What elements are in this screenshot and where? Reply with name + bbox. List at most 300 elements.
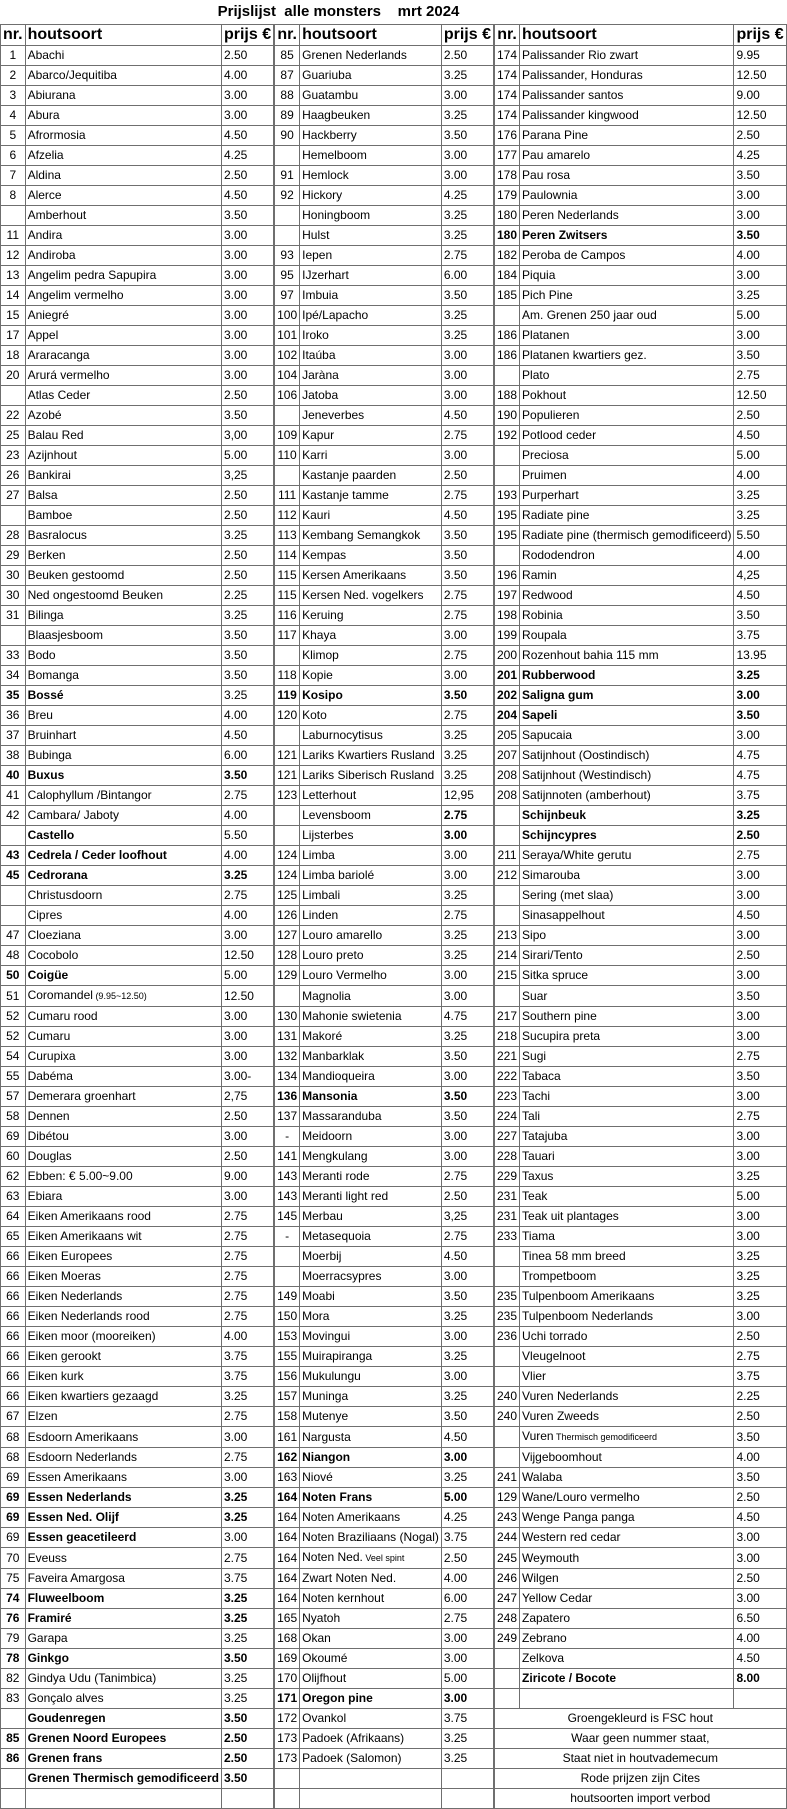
wood-name-cell: Makoré xyxy=(300,1027,442,1047)
table-row xyxy=(1,1709,787,1729)
legend-note: Staat niet in houtvademecum xyxy=(495,1749,787,1769)
price-cell: 3.50 xyxy=(734,706,786,726)
nr-cell: 1 xyxy=(1,46,26,66)
nr-cell: 7 xyxy=(1,166,26,186)
nr-cell: 190 xyxy=(495,406,520,426)
legend-note: Rode prijzen zijn Cites xyxy=(495,1769,787,1789)
price-cell: 2.50 xyxy=(221,1147,273,1167)
price-cell: 2.75 xyxy=(734,366,786,386)
wood-name-cell: Pau rosa xyxy=(520,166,734,186)
nr-cell: 158 xyxy=(275,1407,300,1427)
table-row xyxy=(1,906,787,926)
nr-cell xyxy=(275,726,300,746)
wood-name-cell: Essen Amerikaans xyxy=(25,1468,221,1488)
nr-cell: 23 xyxy=(1,446,26,466)
nr-cell: 29 xyxy=(1,546,26,566)
price-cell: 3.00 xyxy=(441,386,493,406)
nr-cell: 115 xyxy=(275,566,300,586)
price-cell: 3.25 xyxy=(221,1387,273,1407)
wood-name-cell: Seraya/White gerutu xyxy=(520,846,734,866)
wood-name-cell: Afzelia xyxy=(25,146,221,166)
nr-cell: 170 xyxy=(275,1669,300,1689)
nr-cell: 37 xyxy=(1,726,26,746)
table-row xyxy=(1,1407,787,1427)
price-cell: 2.50 xyxy=(221,166,273,186)
price-cell: 12.50 xyxy=(221,946,273,966)
nr-cell: 12 xyxy=(1,246,26,266)
table-row xyxy=(1,726,787,746)
wood-name-cell: Populieren xyxy=(520,406,734,426)
wood-name-cell: Aldina xyxy=(25,166,221,186)
nr-cell xyxy=(1,206,26,226)
nr-cell: 69 xyxy=(1,1468,26,1488)
wood-name-cell: Southern pine xyxy=(520,1007,734,1027)
wood-name-cell: Moabi xyxy=(300,1287,442,1307)
nr-cell: 164 xyxy=(275,1528,300,1548)
nr-cell xyxy=(1,506,26,526)
nr-cell: 188 xyxy=(495,386,520,406)
wood-name-cell: Breu xyxy=(25,706,221,726)
nr-cell: 54 xyxy=(1,1047,26,1067)
table-row xyxy=(1,1227,787,1247)
price-cell: 4.50 xyxy=(441,1427,493,1448)
wood-name-cell: Limba bariolé xyxy=(300,866,442,886)
nr-cell: 208 xyxy=(495,786,520,806)
nr-cell: 195 xyxy=(495,526,520,546)
price-cell: 3.25 xyxy=(734,1167,786,1187)
wood-name-cell: Redwood xyxy=(520,586,734,606)
wood-name-cell: Trompetboom xyxy=(520,1267,734,1287)
price-cell: 3,25 xyxy=(441,1207,493,1227)
wood-name-cell: Kosipo xyxy=(300,686,442,706)
wood-name-cell: Cambara/ Jaboty xyxy=(25,806,221,826)
table-row xyxy=(1,1609,787,1629)
nr-cell: 69 xyxy=(1,1528,26,1548)
price-cell: 2.75 xyxy=(441,1609,493,1629)
price-cell: 2.75 xyxy=(441,246,493,266)
price-cell: 4.50 xyxy=(734,1508,786,1528)
nr-cell: 137 xyxy=(275,1107,300,1127)
price-cell: 4.25 xyxy=(441,186,493,206)
price-cell: 3.75 xyxy=(221,1367,273,1387)
nr-cell: 171 xyxy=(275,1689,300,1709)
nr-cell: 180 xyxy=(495,206,520,226)
nr-cell: 240 xyxy=(495,1387,520,1407)
table-row xyxy=(1,1789,787,1809)
table-row xyxy=(1,1649,787,1669)
wood-name-cell: Jeneverbes xyxy=(300,406,442,426)
nr-cell: 240 xyxy=(495,1407,520,1427)
wood-name-cell: Eiken Moeras xyxy=(25,1267,221,1287)
price-cell: 3.50 xyxy=(441,1407,493,1427)
price-cell: 3.50 xyxy=(221,406,273,426)
price-cell: 2.75 xyxy=(221,1407,273,1427)
nr-cell: 109 xyxy=(275,426,300,446)
nr-cell: 11 xyxy=(1,226,26,246)
nr-cell: 231 xyxy=(495,1187,520,1207)
price-cell: 3.25 xyxy=(441,106,493,126)
nr-cell: 100 xyxy=(275,306,300,326)
price-cell: 3.00 xyxy=(221,1027,273,1047)
price-cell: 3.00 xyxy=(734,206,786,226)
wood-name-cell: Bamboe xyxy=(25,506,221,526)
nr-cell: 224 xyxy=(495,1107,520,1127)
wood-name-cell: Noten kernhout xyxy=(300,1589,442,1609)
table-row xyxy=(1,1047,787,1067)
nr-cell: 156 xyxy=(275,1367,300,1387)
wood-name-cell: Schijnbeuk xyxy=(520,806,734,826)
price-cell: 3.50 xyxy=(441,286,493,306)
price-cell: 3.00 xyxy=(221,1127,273,1147)
price-cell: 3.25 xyxy=(734,506,786,526)
nr-cell: 66 xyxy=(1,1327,26,1347)
table-row xyxy=(1,706,787,726)
wood-name-cell: Iepen xyxy=(300,246,442,266)
wood-name-cell: Peren Nederlands xyxy=(520,206,734,226)
wood-name-cell: IJzerhart xyxy=(300,266,442,286)
table-row xyxy=(1,1127,787,1147)
table-row xyxy=(1,1508,787,1528)
nr-cell: 165 xyxy=(275,1609,300,1629)
nr-cell xyxy=(495,446,520,466)
price-cell: 2.75 xyxy=(441,1227,493,1247)
nr-cell: 18 xyxy=(1,346,26,366)
price-cell: 2.50 xyxy=(734,1569,786,1589)
nr-cell: 68 xyxy=(1,1427,26,1448)
table-row xyxy=(1,1629,787,1649)
nr-cell: 178 xyxy=(495,166,520,186)
wood-name-cell: Alerce xyxy=(25,186,221,206)
table-row xyxy=(1,1027,787,1047)
price-cell: 3.25 xyxy=(441,1347,493,1367)
wood-name-cell: Imbuia xyxy=(300,286,442,306)
wood-name-cell: Piquia xyxy=(520,266,734,286)
nr-cell: - xyxy=(275,1127,300,1147)
nr-cell: 69 xyxy=(1,1127,26,1147)
wood-name-cell: Oregon pine xyxy=(300,1689,442,1709)
nr-cell xyxy=(495,986,520,1007)
header-houtsoort: houtsoort xyxy=(300,25,442,46)
nr-cell: 143 xyxy=(275,1187,300,1207)
wood-name-cell: Beuken gestoomd xyxy=(25,566,221,586)
price-cell: 3.50 xyxy=(221,1649,273,1669)
price-cell: 3.50 xyxy=(221,1709,273,1729)
wood-name-cell: Ned ongestoomd Beuken xyxy=(25,586,221,606)
nr-cell xyxy=(275,826,300,846)
nr-cell: 246 xyxy=(495,1569,520,1589)
price-cell: 3.00 xyxy=(221,366,273,386)
nr-cell: 169 xyxy=(275,1649,300,1669)
price-cell: 3.00 xyxy=(441,986,493,1007)
nr-cell: 164 xyxy=(275,1548,300,1569)
nr-cell: 66 xyxy=(1,1347,26,1367)
wood-name-cell: Levensboom xyxy=(300,806,442,826)
wood-name-cell: Tatajuba xyxy=(520,1127,734,1147)
price-cell: 3.75 xyxy=(734,1367,786,1387)
wood-name-cell: Letterhout xyxy=(300,786,442,806)
price-cell: 3.25 xyxy=(221,1689,273,1709)
wood-name-cell: Merbau xyxy=(300,1207,442,1227)
nr-cell: 236 xyxy=(495,1327,520,1347)
price-cell: 3.25 xyxy=(221,1669,273,1689)
price-cell: 4.50 xyxy=(441,406,493,426)
price-cell xyxy=(441,1789,493,1809)
wood-name-cell: Niové xyxy=(300,1468,442,1488)
price-cell: 3.50 xyxy=(221,626,273,646)
table-row xyxy=(1,1187,787,1207)
nr-cell xyxy=(1,386,26,406)
table-row xyxy=(1,66,787,86)
wood-name-cell: Khaya xyxy=(300,626,442,646)
nr-cell: 248 xyxy=(495,1609,520,1629)
wood-name-cell: Essen geacetileerd xyxy=(25,1528,221,1548)
price-cell: 3.00 xyxy=(221,86,273,106)
wood-name-cell: Abura xyxy=(25,106,221,126)
nr-cell: 2 xyxy=(1,66,26,86)
wood-name-cell: Hemlock xyxy=(300,166,442,186)
price-cell: 2.50 xyxy=(221,546,273,566)
nr-cell: 132 xyxy=(275,1047,300,1067)
nr-cell: 76 xyxy=(1,1609,26,1629)
price-cell: 3.00 xyxy=(441,1448,493,1468)
price-cell: 5.00 xyxy=(734,306,786,326)
price-cell: 2.50 xyxy=(221,506,273,526)
nr-cell: 101 xyxy=(275,326,300,346)
wood-name-cell: Hemelboom xyxy=(300,146,442,166)
nr-cell: 157 xyxy=(275,1387,300,1407)
price-cell: 5.00 xyxy=(221,446,273,466)
price-cell: 3.25 xyxy=(441,746,493,766)
price-cell: 2.50 xyxy=(221,486,273,506)
price-cell: 3.50 xyxy=(734,166,786,186)
wood-name-cell: Muirapiranga xyxy=(300,1347,442,1367)
wood-name-cell: Andiroba xyxy=(25,246,221,266)
nr-cell: 173 xyxy=(275,1749,300,1769)
table-row xyxy=(1,1589,787,1609)
price-cell: 8.00 xyxy=(734,1669,786,1689)
price-cell: 2.75 xyxy=(221,886,273,906)
wood-name-cell: Cedrorana xyxy=(25,866,221,886)
name-note: Veel spint xyxy=(362,1553,405,1563)
nr-cell: 164 xyxy=(275,1569,300,1589)
header-houtsoort: houtsoort xyxy=(25,25,221,46)
price-cell xyxy=(221,1789,273,1809)
wood-name-cell: Tulpenboom Nederlands xyxy=(520,1307,734,1327)
nr-cell: 28 xyxy=(1,526,26,546)
price-cell: 4.50 xyxy=(221,186,273,206)
nr-cell: 130 xyxy=(275,1007,300,1027)
nr-cell: 228 xyxy=(495,1147,520,1167)
wood-name-cell: Kauri xyxy=(300,506,442,526)
table-row xyxy=(1,966,787,986)
nr-cell: 208 xyxy=(495,766,520,786)
price-cell: 5.00 xyxy=(734,446,786,466)
wood-name-cell: Okan xyxy=(300,1629,442,1649)
wood-name-cell: Radiate pine xyxy=(520,506,734,526)
nr-cell: 57 xyxy=(1,1087,26,1107)
price-cell: 12.50 xyxy=(734,106,786,126)
wood-name-cell: Nargusta xyxy=(300,1427,442,1448)
wood-name-cell: Kastanje paarden xyxy=(300,466,442,486)
nr-cell xyxy=(1,1769,26,1789)
wood-name-cell: Olijfhout xyxy=(300,1669,442,1689)
wood-name-cell: Potlood ceder xyxy=(520,426,734,446)
nr-cell: 3 xyxy=(1,86,26,106)
nr-cell: 50 xyxy=(1,966,26,986)
price-cell: 5.00 xyxy=(221,966,273,986)
nr-cell: 4 xyxy=(1,106,26,126)
wood-name-cell: Padoek (Salomon) xyxy=(300,1749,442,1769)
wood-name-cell: Parana Pine xyxy=(520,126,734,146)
table-row xyxy=(1,186,787,206)
wood-name-cell: Cumaru xyxy=(25,1027,221,1047)
wood-name-cell: Zwart Noten Ned. xyxy=(300,1569,442,1589)
nr-cell: 172 xyxy=(275,1709,300,1729)
header-prijs: prijs € xyxy=(734,25,786,46)
wood-name-cell: Weymouth xyxy=(520,1548,734,1569)
table-row xyxy=(1,226,787,246)
table-row xyxy=(1,1669,787,1689)
wood-name-cell: Muninga xyxy=(300,1387,442,1407)
price-cell: 3.25 xyxy=(441,306,493,326)
table-row xyxy=(1,286,787,306)
wood-name-cell: Amberhout xyxy=(25,206,221,226)
price-cell: 3.75 xyxy=(734,786,786,806)
wood-name-cell: Tinea 58 mm breed xyxy=(520,1247,734,1267)
price-cell: 3.50 xyxy=(221,1769,273,1789)
price-cell: 3.25 xyxy=(221,1488,273,1508)
wood-name-cell: Coromandel (9.95~12.50) xyxy=(25,986,221,1007)
table-row xyxy=(1,1367,787,1387)
nr-cell: 112 xyxy=(275,506,300,526)
nr-cell: 141 xyxy=(275,1147,300,1167)
wood-name-cell: Mahonie swietenia xyxy=(300,1007,442,1027)
nr-cell: 217 xyxy=(495,1007,520,1027)
wood-name-cell: Palissander, Honduras xyxy=(520,66,734,86)
wood-name-cell: Sirari/Tento xyxy=(520,946,734,966)
price-cell: 2.75 xyxy=(221,1287,273,1307)
wood-name-cell: Nyatoh xyxy=(300,1609,442,1629)
nr-cell: 197 xyxy=(495,586,520,606)
wood-name-cell: Balsa xyxy=(25,486,221,506)
wood-name-cell: Jatoba xyxy=(300,386,442,406)
nr-cell: 87 xyxy=(275,66,300,86)
nr-cell xyxy=(495,806,520,826)
table-row xyxy=(1,666,787,686)
price-cell: 3.00 xyxy=(441,1689,493,1709)
nr-cell: 66 xyxy=(1,1367,26,1387)
nr-cell: 193 xyxy=(495,486,520,506)
wood-name-cell: Eiken moor (mooreiken) xyxy=(25,1327,221,1347)
wood-name-cell: Massaranduba xyxy=(300,1107,442,1127)
nr-cell: 30 xyxy=(1,566,26,586)
wood-name-cell: Kempas xyxy=(300,546,442,566)
price-cell: 3.00 xyxy=(441,846,493,866)
nr-cell xyxy=(495,1347,520,1367)
price-cell: 3.25 xyxy=(221,526,273,546)
table-row xyxy=(1,326,787,346)
wood-name-cell: Balau Red xyxy=(25,426,221,446)
nr-cell: 60 xyxy=(1,1147,26,1167)
price-cell: 3.00 xyxy=(221,266,273,286)
wood-name-cell: Lariks Kwartiers Rusland xyxy=(300,746,442,766)
price-cell: 3.00 xyxy=(734,1027,786,1047)
nr-cell: 66 xyxy=(1,1287,26,1307)
nr-cell: 69 xyxy=(1,1508,26,1528)
price-cell: 3.00 xyxy=(734,1007,786,1027)
wood-name-cell: Ziricote / Bocote xyxy=(520,1669,734,1689)
price-cell: 3.00 xyxy=(221,1007,273,1027)
wood-name-cell: Eiken Amerikaans rood xyxy=(25,1207,221,1227)
price-cell: 4.50 xyxy=(734,1649,786,1669)
table-row xyxy=(1,826,787,846)
nr-cell: 174 xyxy=(495,106,520,126)
nr-cell: 179 xyxy=(495,186,520,206)
price-cell: 4.00 xyxy=(221,806,273,826)
nr-cell: 235 xyxy=(495,1307,520,1327)
table-row xyxy=(1,346,787,366)
price-cell: 2.50 xyxy=(441,1187,493,1207)
price-cell: 4.00 xyxy=(221,706,273,726)
wood-name-cell: Lariks Siberisch Rusland xyxy=(300,766,442,786)
nr-cell xyxy=(1,1709,26,1729)
wood-name-cell: Roupala xyxy=(520,626,734,646)
nr-cell: 211 xyxy=(495,846,520,866)
price-cell: 3.00 xyxy=(221,286,273,306)
nr-cell: 17 xyxy=(1,326,26,346)
wood-name-cell: Palissander kingwood xyxy=(520,106,734,126)
wood-name-cell: Curupixa xyxy=(25,1047,221,1067)
wood-name-cell: Louro Vermelho xyxy=(300,966,442,986)
wood-name-cell: Movingui xyxy=(300,1327,442,1347)
wood-name-cell: Abachi xyxy=(25,46,221,66)
price-cell: 5.50 xyxy=(221,826,273,846)
wood-name-cell: Karri xyxy=(300,446,442,466)
wood-name-cell: Goudenregen xyxy=(25,1709,221,1729)
wood-name-cell: Abarco/Jequitiba xyxy=(25,66,221,86)
wood-name-cell: Garapa xyxy=(25,1629,221,1649)
price-cell: 2.75 xyxy=(441,646,493,666)
price-cell: 5.00 xyxy=(734,1187,786,1207)
price-cell: 3.00 xyxy=(734,1147,786,1167)
price-cell: 3.50 xyxy=(221,206,273,226)
wood-name-cell: Klimop xyxy=(300,646,442,666)
wood-name-cell: Radiate pine (thermisch gemodificeerd) xyxy=(520,526,734,546)
nr-cell: 118 xyxy=(275,666,300,686)
wood-name-cell: Mandioqueira xyxy=(300,1067,442,1087)
wood-name-cell: Satijnhout (Westindisch) xyxy=(520,766,734,786)
price-cell: 2.50 xyxy=(441,46,493,66)
nr-cell: 14 xyxy=(1,286,26,306)
nr-cell: 115 xyxy=(275,586,300,606)
wood-name-cell: Moerbij xyxy=(300,1247,442,1267)
table-row xyxy=(1,46,787,66)
wood-name-cell: Noten Braziliaans (Nogal) xyxy=(300,1528,442,1548)
nr-cell: - xyxy=(275,1227,300,1247)
price-cell: 2.50 xyxy=(221,566,273,586)
nr-cell: 149 xyxy=(275,1287,300,1307)
table-row xyxy=(1,1107,787,1127)
nr-cell: 43 xyxy=(1,846,26,866)
nr-cell: 198 xyxy=(495,606,520,626)
nr-cell: 66 xyxy=(1,1307,26,1327)
wood-name-cell: Meranti light red xyxy=(300,1187,442,1207)
price-cell: 3.25 xyxy=(734,1267,786,1287)
nr-cell: 184 xyxy=(495,266,520,286)
price-cell: 5.50 xyxy=(734,526,786,546)
price-cell: 4.75 xyxy=(734,766,786,786)
nr-cell: 168 xyxy=(275,1629,300,1649)
